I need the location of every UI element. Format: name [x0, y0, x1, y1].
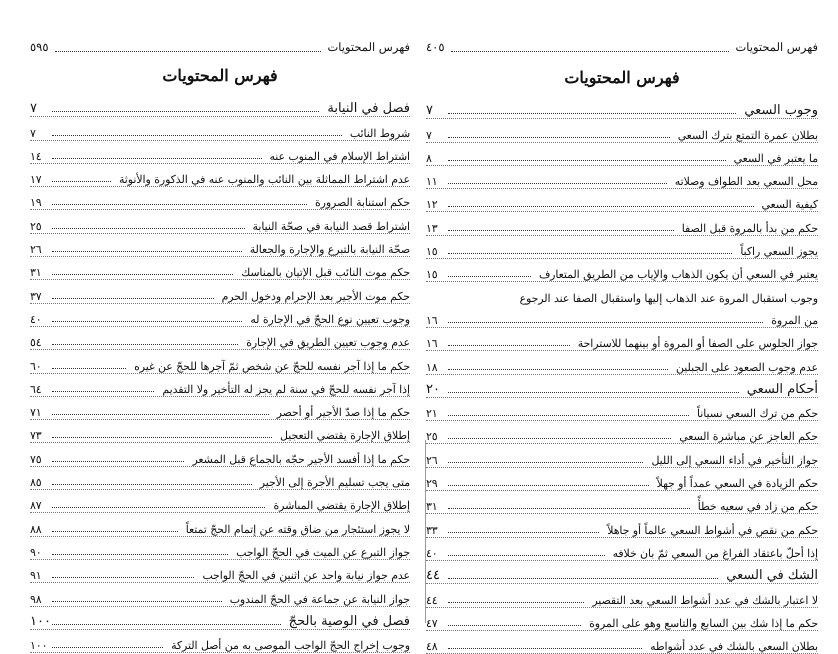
toc-entry-page-number: ٣٣ [426, 523, 438, 537]
toc-entry-page-number: ٤٠ [426, 546, 438, 560]
leader-dots [451, 43, 730, 52]
running-header-title: فهرس المحتويات [327, 40, 410, 54]
toc-section-heading [426, 561, 818, 584]
toc-entry-text: حكم ما إذا أفسد الأجير حجّه بالجماع قبل المشعر [192, 452, 410, 466]
toc-list [30, 94, 410, 653]
left-page [30, 0, 410, 653]
toc-entry-page-number: ٦٤ [30, 382, 42, 396]
toc-entry [426, 236, 818, 259]
toc-entry-page-number: ٦٠ [30, 359, 42, 373]
toc-entry-page-number: ٩٠ [30, 545, 42, 559]
toc-entry-text: اشتراط الإسلام في المنوب عنه [269, 149, 410, 163]
toc-list [426, 96, 818, 654]
toc-entry [30, 374, 410, 397]
toc-entry-text: إذا أحلّ باعتقاد الفراغ من السعي ثمّ بان خلافه [612, 546, 818, 560]
leader-dots [448, 415, 689, 416]
toc-entry [426, 398, 818, 421]
toc-entry-text: لا يجوز استئجار من ضاق وقته عن إتمام الحجّ تمتعاً [185, 522, 410, 536]
toc-entry-page-number: ١٧ [30, 173, 42, 187]
toc-entry-page-number: ١٩ [30, 196, 42, 210]
toc-entry-page-number: ٨ [426, 151, 432, 165]
toc-section-heading [426, 96, 818, 119]
leader-dots [52, 181, 111, 182]
toc-entry-text: إطلاق الإجارة يقتضي المباشرة [273, 499, 410, 513]
toc-entry [30, 513, 410, 536]
toc-section-heading [426, 375, 818, 398]
toc-title: فهرس المحتويات [162, 66, 278, 85]
toc-entry-page-number: ٤٤ [426, 593, 438, 607]
toc-entry-page-number: ١٥ [426, 268, 438, 282]
toc-entry-page-number: ٤٤ [426, 568, 440, 584]
leader-dots [52, 204, 307, 205]
toc-entry-page-number: ٨٥ [30, 476, 42, 490]
toc-entry-page-number: ٧ [426, 103, 433, 119]
toc-entry-text: شروط النائب [349, 126, 410, 140]
toc-entry [426, 514, 818, 537]
toc-entry-page-number: ١٠٠ [30, 639, 48, 653]
running-header-page-number: ٤٠٥ [426, 40, 445, 54]
toc-entry-text: لا اعتبار بالشك في عدد أشواط السعي بعد التقصير [592, 593, 818, 607]
toc-entry-page-number: ٩١ [30, 569, 42, 583]
toc-entry-text: فصل في النيابة [327, 101, 410, 117]
toc-entry [30, 280, 410, 303]
toc-entry [426, 608, 818, 631]
toc-entry-text: متى يجب تسليم الأجرة إلى الأجير [259, 476, 410, 490]
toc-entry-text: حكم من زاد في سعيه خطأً [697, 500, 818, 514]
toc-entry-text: حكم الزيادة في السعي عمداً أو جهلاً [656, 477, 818, 491]
toc-entry-text: فصل في الوصية بالحجّ [288, 613, 410, 629]
leader-dots [52, 507, 265, 508]
toc-entry-text: محل السعي بعد الطواف وصلاته [674, 175, 818, 189]
toc-entry [426, 305, 818, 328]
leader-dots [52, 531, 178, 532]
toc-entry-page-number: ٢٠ [426, 381, 440, 397]
toc-entry-text: وجوب استقبال المروة عند الذهاب إليها واستقبال الصفا عند الرجوع [519, 291, 818, 305]
toc-entry [426, 328, 818, 351]
toc-entry-text: يعتبر في السعي أن يكون الذهاب والإياب من الطريق المتعارف [538, 268, 818, 282]
toc-entry [426, 421, 818, 444]
leader-dots [52, 368, 126, 369]
toc-entry [30, 234, 410, 257]
toc-entry-page-number: ٢٥ [30, 219, 42, 233]
leader-dots [55, 43, 322, 52]
toc-entry [30, 583, 410, 606]
running-header [426, 38, 818, 56]
running-header-title: فهرس المحتويات [735, 40, 818, 54]
leader-dots [448, 230, 674, 231]
leader-dots [448, 485, 649, 486]
toc-entry-page-number: ٣١ [426, 500, 438, 514]
toc-entry [30, 560, 410, 583]
toc-entry-page-number: ٩٨ [30, 592, 42, 606]
toc-entry-text: من المروة [771, 313, 818, 327]
toc-entry-text: عدم وجوب تعيين الطريق في الإجارة [246, 336, 410, 350]
running-header-page-number: ٥٩٥ [30, 40, 49, 54]
leader-dots [448, 532, 599, 533]
toc-entry-text: يجوز السعي راكباً [740, 245, 818, 259]
toc-entry-page-number: ١٦ [426, 337, 438, 351]
toc-entry [426, 631, 818, 654]
leader-dots [448, 648, 642, 649]
toc-entry-text: حكم من نقص في أشواط السعي عالماً أو جاهلاً [607, 523, 818, 537]
toc-entry-page-number: ٢١ [426, 407, 438, 421]
leader-dots [448, 602, 584, 603]
toc-entry-text: الشك في السعي [726, 568, 818, 584]
toc-entry-page-number: ١٥ [426, 245, 438, 259]
toc-entry-text: حكم ما إذا شك بين السابع والتاسع وهو على المروة [589, 616, 818, 630]
toc-entry-text: عدم اشتراط المماثلة بين النائب والمنوب عنه في الذكورة والأنوثة [119, 173, 410, 187]
gutter-line [425, 440, 426, 623]
toc-entry-text: جواز التبرع عن الميت في الحجّ الواجب [236, 545, 410, 559]
leader-dots [448, 113, 736, 114]
toc-entry-text: جواز الجلوس على الصفا أو المروة أو بينهما للاستراحة [577, 337, 818, 351]
leader-dots [52, 344, 238, 345]
leader-dots [448, 578, 718, 579]
toc-entry-text: وجوب تعيين نوع الحجّ في الإجارة له [250, 312, 410, 326]
leader-dots [448, 276, 531, 277]
running-header [30, 38, 410, 56]
toc-entry [30, 257, 410, 280]
toc-entry [426, 491, 818, 514]
leader-dots [448, 345, 570, 346]
toc-entry-page-number: ١٢ [426, 198, 438, 212]
toc-entry [30, 467, 410, 490]
leader-dots [52, 554, 228, 555]
toc-entry [426, 143, 818, 166]
toc-entry-text: إطلاق الإجارة يقتضي التعجيل [280, 429, 410, 443]
toc-entry-text: حكم استنابة الصرورة [314, 196, 410, 210]
toc-entry [30, 187, 410, 210]
toc-entry-page-number: ٥٤ [30, 336, 42, 350]
toc-entry-page-number: ٨٨ [30, 522, 42, 536]
toc-entry [426, 119, 818, 142]
toc-entry-page-number: ٧ [426, 128, 432, 142]
toc-section-heading [30, 94, 410, 117]
leader-dots [448, 508, 690, 509]
toc-entry-text: حكم موت الأجير بعد الإحرام ودخول الحرم [221, 289, 410, 303]
toc-entry-page-number: ٢٥ [426, 430, 438, 444]
leader-dots [448, 392, 739, 393]
toc-entry-text: حكم العاجز عن مباشرة السعي [679, 430, 818, 444]
toc-entry [426, 468, 818, 491]
toc-entry [30, 117, 410, 140]
leader-dots [448, 555, 605, 556]
toc-entry [30, 443, 410, 466]
toc-entry-text: كيفية السعي [761, 198, 818, 212]
leader-dots [448, 137, 670, 138]
toc-entry-page-number: ٣٧ [30, 289, 42, 303]
toc-entry-page-number: ٤٨ [426, 640, 438, 654]
toc-entry-text: عدم وجوب الصعود على الجبلين [676, 360, 818, 374]
leader-dots [52, 647, 163, 648]
toc-entry [30, 630, 410, 653]
toc-entry-page-number: ٧ [30, 101, 37, 117]
toc-entry-page-number: ١٣ [426, 221, 438, 235]
toc-entry [30, 304, 410, 327]
leader-dots [52, 484, 252, 485]
leader-dots [448, 160, 726, 161]
toc-entry [426, 444, 818, 467]
toc-entry-text: عدم جواز نيابة واحد عن اثنين في الحجّ الواجب [202, 569, 410, 583]
toc-entry [426, 584, 818, 607]
toc-entry-text: وجوب إخراج الحجّ الواجب الموصى به من أصل التركة [171, 639, 410, 653]
toc-entry [30, 350, 410, 373]
toc-entry-page-number: ٢٦ [30, 243, 42, 257]
leader-dots [52, 321, 242, 322]
toc-entry-text: حكم من ترك السعي نسياناً [696, 407, 818, 421]
leader-dots [52, 601, 222, 602]
toc-section-heading [30, 607, 410, 630]
leader-dots [448, 322, 763, 323]
toc-entry-page-number: ١٦ [426, 313, 438, 327]
toc-entry [30, 537, 410, 560]
toc-title: فهرس المحتويات [564, 68, 680, 87]
toc-entry [426, 538, 818, 561]
toc-entry [426, 189, 818, 212]
toc-entry [30, 420, 410, 443]
toc-entry-page-number: ١٠٠ [30, 613, 51, 629]
leader-dots [52, 414, 269, 415]
toc-entry-page-number: ٧١ [30, 406, 42, 420]
toc-entry-page-number: ٨٧ [30, 499, 42, 513]
leader-dots [448, 625, 581, 626]
leader-dots [448, 369, 668, 370]
toc-entry-page-number: ٤٠ [30, 312, 42, 326]
leader-dots [52, 135, 342, 136]
toc-entry-text: جواز النيابة عن جماعة في الحجّ المندوب [229, 592, 410, 606]
toc-entry [30, 397, 410, 420]
toc-entry-text: حكم ما إذا صدّ الأجير أو أحصر [276, 406, 410, 420]
leader-dots [448, 206, 754, 207]
toc-entry [30, 327, 410, 350]
leader-dots [52, 624, 281, 625]
leader-dots [52, 577, 194, 578]
leader-dots [52, 298, 214, 299]
toc-entry-page-number: ١٨ [426, 360, 438, 374]
leader-dots [52, 251, 242, 252]
toc-entry-text: بطلان السعي بالشك في عدد أشواطه [650, 640, 818, 654]
toc-entry-text: بطلان عمرة التمتع بترك السعي [677, 128, 818, 142]
leader-dots [448, 253, 732, 254]
toc-entry [426, 212, 818, 235]
toc-entry-text: صحّة النيابة بالتبرع والإجارة والجعالة [249, 243, 410, 257]
leader-dots [448, 438, 671, 439]
toc-entry [30, 210, 410, 233]
toc-entry [30, 141, 410, 164]
toc-entry-text: حكم من بدأ بالمروة قبل الصفا [681, 221, 818, 235]
toc-entry-page-number: ١٤ [30, 149, 42, 163]
toc-entry-page-number: ١١ [426, 175, 438, 189]
toc-entry-text: ما يعتبر في السعي [733, 151, 818, 165]
leader-dots [52, 158, 262, 159]
toc-entry-text: اشتراط قصد النيابة في صحّة النيابة [252, 219, 410, 233]
toc-entry-page-number: ٢٩ [426, 477, 438, 491]
toc-entry [426, 166, 818, 189]
toc-entry-text: حكم ما إذا آجر نفسه للحجّ عن شخص ثمّ آجرها للحجّ عن غيره [134, 359, 410, 373]
toc-entry-page-number: ٤٧ [426, 616, 438, 630]
toc-entry-page-number: ٧٣ [30, 429, 42, 443]
toc-entry [30, 490, 410, 513]
leader-dots [52, 461, 184, 462]
leader-dots [52, 111, 319, 112]
leader-dots [448, 462, 643, 463]
toc-entry-page-number: ٧٥ [30, 452, 42, 466]
toc-entry [426, 351, 818, 374]
leader-dots [52, 274, 233, 275]
toc-entry-text: وجوب السعي [744, 103, 818, 119]
leader-dots [448, 183, 667, 184]
toc-entry-text: إذا آجر نفسه للحجّ في سنة لم يجز له التأخير ولا التقديم [162, 382, 410, 396]
toc-entry-page-number: ٢٦ [426, 453, 438, 467]
leader-dots [52, 437, 272, 438]
toc-entry-page-number: ٣١ [30, 266, 42, 280]
toc-entry-text: حكم موت النائب قبل الإتيان بالمناسك [241, 266, 410, 280]
leader-dots [52, 391, 154, 392]
toc-entry [30, 164, 410, 187]
toc-entry-text: جواز التأخير في أداء السعي إلى الليل [651, 453, 818, 467]
toc-entry [426, 282, 818, 304]
toc-entry-page-number: ٧ [30, 126, 36, 140]
toc-entry [426, 259, 818, 282]
leader-dots [52, 228, 245, 229]
toc-entry-text: أحكام السعي [746, 381, 818, 397]
right-page [426, 0, 818, 654]
